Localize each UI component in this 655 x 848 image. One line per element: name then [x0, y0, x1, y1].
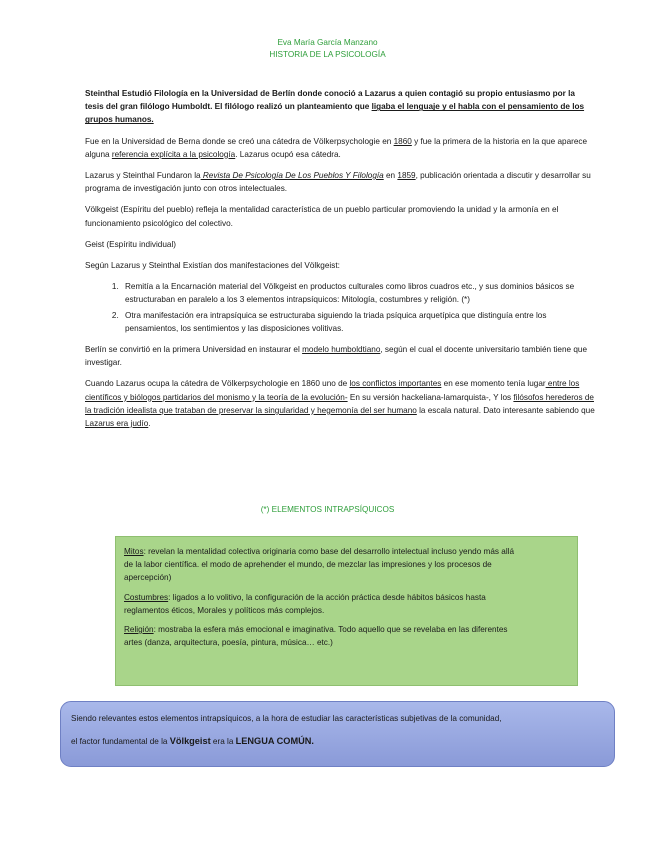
- paragraph-berna: Fue en la Universidad de Berna donde se creó una cátedra de Völkerpsychologie en 1860 y fue la primera de la historia en la que aparece alguna referencia explícita a la psicología. Lazarus ocupó esa cátedra.: [85, 136, 588, 159]
- paragraph-volkgeist: Völkgeist (Espíritu del pueblo) refleja la mentalidad característica de un pueblo particular promoviendo la unidad y la armonía en el funcionamiento psicológico del colectivo.: [85, 205, 559, 228]
- list-item: 2. Otra manifestación era intrapsíquica se estructuraba siguiendo la triada psíquica arquetípica que distinguía entre los pensamientos, los sentimientos y las disposiciones volitivas.: [121, 309, 595, 335]
- element-costumbres: Costumbres: ligados a lo volitivo, la configuración de la acción práctica desde hábitos básicos hasta reglamentos éticos, Morales y políticos más complejos.: [124, 592, 486, 615]
- manifestations-list: [85, 280, 595, 335]
- paragraph-berlin: Berlín se convirtió en la primera Universidad en instaurar el modelo humboldtiano, según el cual el docente universitario también tiene que investigar.: [85, 345, 588, 368]
- document-body: [85, 87, 595, 438]
- paragraph-steinthal: Steinthal Estudió Filología en la Universidad de Berlín donde conoció a Lazarus a quien contagió su propio entusiasmo por la tesis del gran filólogo Humboldt. El filólogo realizó un planteamiento que ligaba el lenguaje y el habla con el pensamiento de los grupos humanos.: [85, 89, 585, 125]
- elements-box: [115, 536, 578, 686]
- author-name: Eva María García Manzano: [277, 38, 378, 47]
- element-religion: Religión: mostraba la esfera más emocional e imaginativa. Todo aquello que se revelaba en las diferentes artes (danza, arquitectura, poesía, pintura, música… etc.): [124, 625, 508, 648]
- callout-line-1: Siendo relevantes estos elementos intrapsíquicos, a la hora de estudiar las características subjetivas de la comunidad,: [71, 714, 502, 723]
- paragraph-manifestaciones: Según Lazarus y Steinthal Existían dos manifestaciones del Völkgeist:: [85, 261, 340, 271]
- callout-line-2: el factor fundamental de la Völkgeist era la LENGUA COMÚN.: [71, 736, 314, 746]
- section-title: (*) ELEMENTOS INTRAPSÍQUICOS: [260, 505, 395, 514]
- element-mitos: Mitos: revelan la mentalidad colectiva originaria como base del desarrollo intelectual incluso yendo más allá de la labor científica. el modo de aprehender el mundo, de mezclar las impresiones y los procesos de apercepción): [124, 547, 515, 583]
- paragraph-conflictos: Cuando Lazarus ocupa la cátedra de Völkerpsychologie en 1860 uno de los conflictos importantes en ese momento tenía lugar entre los científicos y biólogos partidarios del monismo y la teoría de la evolución- En su versión hackeliana-lamarquista-, Y los filósofos herederos de la tradición idealista que trataban de preservar la singularidad y hegemonía del ser humano la escala natural. Dato interesante sabiendo que Lazarus era judío.: [85, 379, 595, 429]
- paragraph-revista: Lazarus y Steinthal Fundaron la Revista De Psicología De Los Pueblos Y Filología en 1859, publicación orientada a discutir y desarrollar su programa de investigación junto con otros intelectuales.: [85, 171, 591, 194]
- list-item: 1. Remitía a la Encarnación material del Völkgeist en productos culturales como libros cuadros etc., y sus dominios básicos se estructuraban en paralelo a los 3 elementos intrapsíquicos: Mitología, costumbres y religión. (*): [121, 280, 595, 306]
- paragraph-geist: Geist (Espíritu individual): [85, 239, 177, 249]
- page-header: [0, 37, 655, 61]
- callout-box: [60, 701, 615, 767]
- document-subject: HISTORIA DE LA PSICOLOGÍA: [269, 50, 386, 59]
